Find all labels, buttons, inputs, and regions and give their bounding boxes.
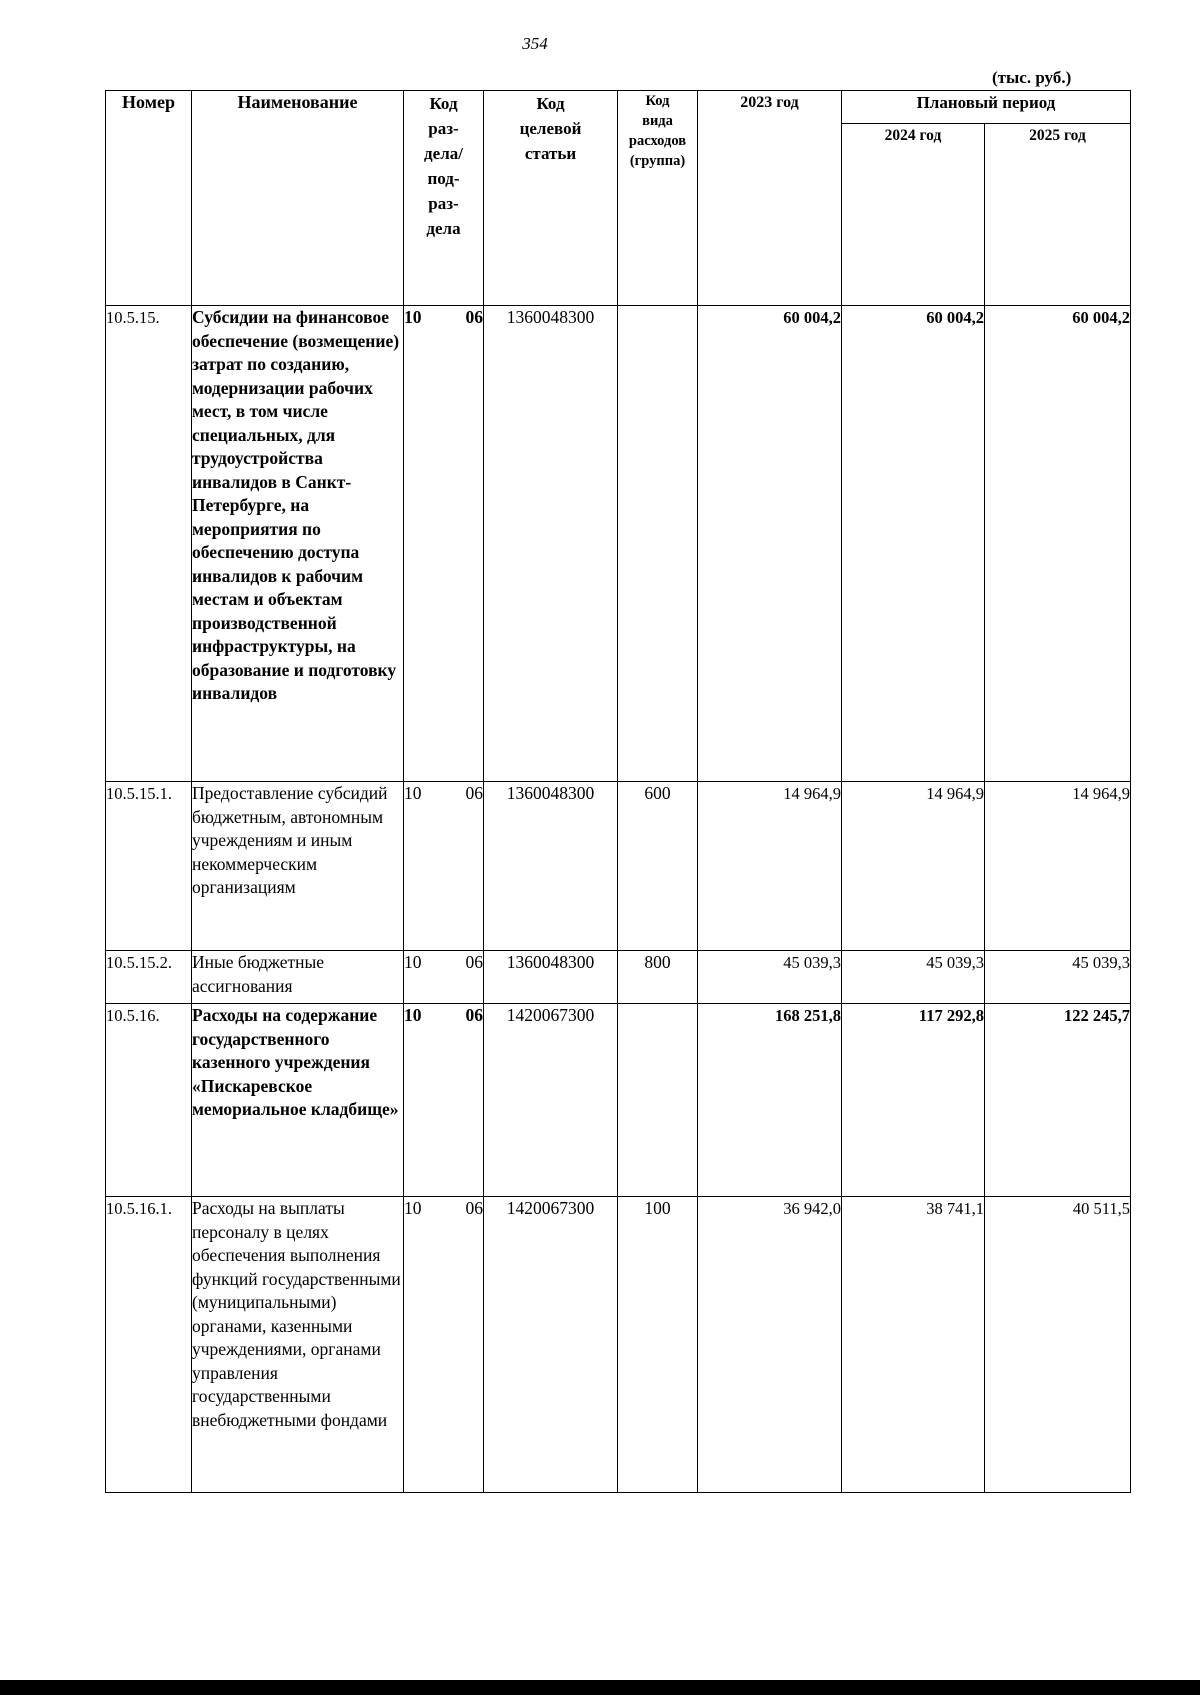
- row-expense-code: 100: [618, 1197, 698, 1493]
- row-section: 10: [404, 783, 422, 803]
- header-target-code-line: статьи: [524, 144, 577, 163]
- row-value-2024: 60 004,2: [842, 306, 985, 782]
- row-name: Субсидии на финансовое обеспечение (возмещение) затрат по созданию, модернизации рабочих мест, в том числе специальных, для трудоустройства инвалидов в Санкт-Петербурге, на мероприятия по обеспечению доступа инвалидов к рабочим местам и объектам производственной инфраструктуры, на образование и подготовку инвалидов: [192, 306, 404, 782]
- header-expense-code: [618, 91, 698, 306]
- budget-table: [105, 90, 1131, 1493]
- header-expense-code-line: Код: [645, 93, 670, 109]
- row-number: 10.5.16.1.: [106, 1197, 192, 1493]
- row-value-2023: 60 004,2: [698, 306, 842, 782]
- row-section: 10: [404, 307, 422, 327]
- header-section-code-line: под-: [427, 169, 460, 188]
- header-section-code-line: дела: [426, 219, 461, 238]
- page-number: 354: [522, 34, 548, 53]
- row-value-2023: 168 251,8: [698, 1004, 842, 1197]
- table-row: [106, 306, 1131, 782]
- row-number: 10.5.15.2.: [106, 951, 192, 1004]
- row-subsection: 06: [465, 952, 483, 972]
- row-number: 10.5.15.: [106, 306, 192, 782]
- row-value-2025: 45 039,3: [985, 951, 1131, 1004]
- row-value-2024: 38 741,1: [842, 1197, 985, 1493]
- table-row: [106, 1004, 1131, 1197]
- row-subsection: 06: [465, 307, 483, 327]
- row-section-code: [404, 1197, 484, 1493]
- header-name: Наименование: [192, 91, 404, 306]
- row-subsection: 06: [465, 783, 483, 803]
- row-target-code: 1420067300: [484, 1004, 618, 1197]
- row-section: 10: [404, 1005, 422, 1025]
- row-value-2023: 45 039,3: [698, 951, 842, 1004]
- header-section-code: [404, 91, 484, 306]
- header-section-code-line: Код: [429, 94, 458, 113]
- header-year-2025: 2025 год: [985, 124, 1131, 306]
- row-target-code: 1360048300: [484, 306, 618, 782]
- header-expense-code-line: (группа): [629, 153, 686, 169]
- header-section-code-line: раз-: [428, 194, 459, 213]
- row-name: Расходы на выплаты персоналу в целях обеспечения выполнения функций государственными (муниципальными) органами, казенными учреждениями, органами управления государственными внебюджетными фондами: [192, 1197, 404, 1493]
- row-section: 10: [404, 952, 422, 972]
- row-section: 10: [404, 1198, 422, 1218]
- header-year-2023: 2023 год: [698, 91, 842, 306]
- row-value-2025: 60 004,2: [985, 306, 1131, 782]
- header-target-code-line: Код: [536, 94, 565, 113]
- table-row: [106, 951, 1131, 1004]
- row-section-code: [404, 1004, 484, 1197]
- table-row: [106, 782, 1131, 951]
- row-value-2023: 36 942,0: [698, 1197, 842, 1493]
- row-name: Иные бюджетные ассигнования: [192, 951, 404, 1004]
- row-section-code: [404, 306, 484, 782]
- row-subsection: 06: [465, 1005, 483, 1025]
- row-value-2024: 117 292,8: [842, 1004, 985, 1197]
- units-label: (тыс. руб.): [992, 68, 1072, 87]
- row-section-code: [404, 951, 484, 1004]
- row-value-2025: 14 964,9: [985, 782, 1131, 951]
- table-row: [106, 1197, 1131, 1493]
- row-value-2024: 14 964,9: [842, 782, 985, 951]
- row-value-2025: 122 245,7: [985, 1004, 1131, 1197]
- row-number: 10.5.16.: [106, 1004, 192, 1197]
- header-section-code-line: дела/: [424, 144, 463, 163]
- row-number: 10.5.15.1.: [106, 782, 192, 951]
- header-year-2024: 2024 год: [842, 124, 985, 306]
- row-name: Предоставление субсидий бюджетным, автономным учреждениям и иным некоммерческим организациям: [192, 782, 404, 951]
- row-name: Расходы на содержание государственного казенного учреждения «Пискаревское мемориальное кладбище»: [192, 1004, 404, 1197]
- row-target-code: 1420067300: [484, 1197, 618, 1493]
- header-planned-period: Плановый период: [842, 91, 1131, 124]
- row-value-2023: 14 964,9: [698, 782, 842, 951]
- row-expense-code: 800: [618, 951, 698, 1004]
- row-target-code: 1360048300: [484, 782, 618, 951]
- row-expense-code: [618, 306, 698, 782]
- header-number: Номер: [106, 91, 192, 306]
- row-expense-code: 600: [618, 782, 698, 951]
- header-section-code-line: раз-: [428, 119, 459, 138]
- row-value-2025: 40 511,5: [985, 1197, 1131, 1493]
- row-expense-code: [618, 1004, 698, 1197]
- header-expense-code-line: расходов: [628, 133, 687, 149]
- row-section-code: [404, 782, 484, 951]
- row-target-code: 1360048300: [484, 951, 618, 1004]
- header-target-code-line: целевой: [519, 119, 582, 138]
- header-target-code: [484, 91, 618, 306]
- row-value-2024: 45 039,3: [842, 951, 985, 1004]
- row-subsection: 06: [465, 1198, 483, 1218]
- header-expense-code-line: вида: [642, 113, 673, 129]
- scan-border-bottom: [0, 1680, 1200, 1695]
